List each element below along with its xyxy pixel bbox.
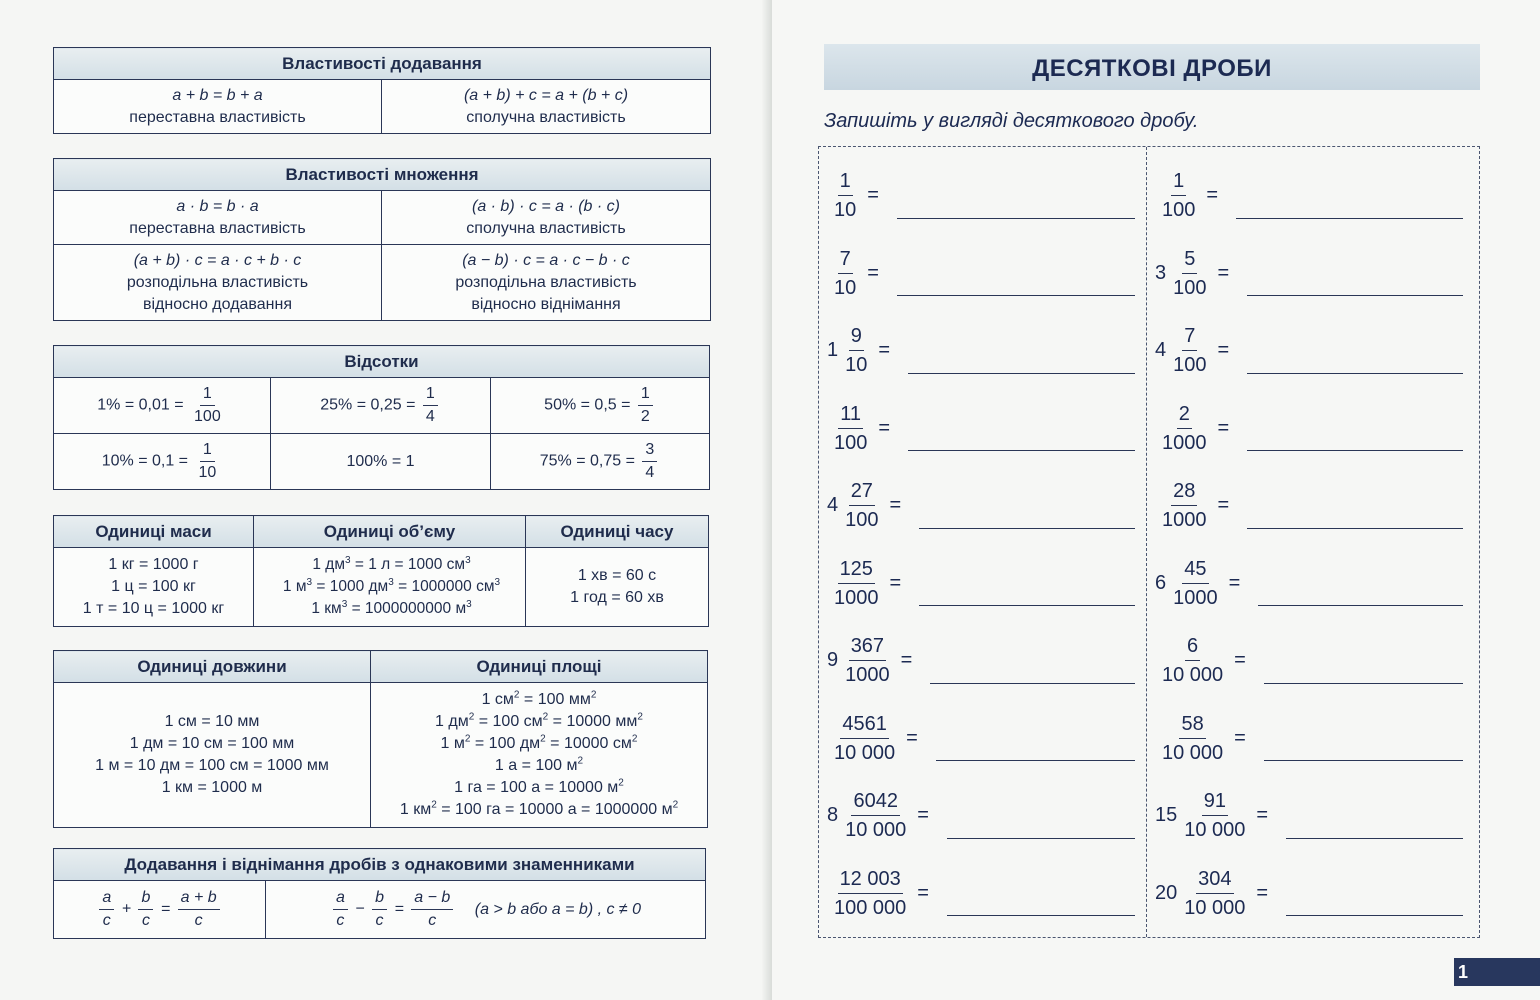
answer-line[interactable] — [947, 838, 1135, 839]
fraction-denominator: 10 — [834, 276, 857, 299]
exercise-row — [827, 622, 1147, 700]
addition-commutative-label: переставна властивість — [129, 108, 306, 126]
answer-line[interactable] — [1247, 373, 1463, 374]
fraction-numerator: 1 — [838, 167, 853, 196]
exercise-fraction — [1171, 322, 1208, 379]
cube-exponent: 3 — [341, 598, 348, 610]
fraction-denominator: 100 — [834, 431, 868, 454]
exercise-row — [827, 235, 1147, 313]
multiplication-commutative — [54, 191, 382, 245]
equals-sign: = — [878, 339, 891, 362]
volume-unit-line — [260, 598, 523, 620]
area-units — [371, 683, 708, 828]
distributive-sub-label1: розподільна властивість — [455, 273, 637, 291]
equals-sign: = — [917, 804, 929, 827]
fraction-denominator: 10 — [198, 464, 217, 481]
fraction-denominator: c — [428, 912, 437, 929]
fraction-operations-table — [53, 848, 706, 939]
cube-exponent: 3 — [388, 576, 394, 588]
exercise-fraction — [1171, 245, 1208, 302]
equals-sign: = — [1234, 726, 1246, 749]
fraction-denominator: 10 000 — [1162, 664, 1224, 687]
percent-cell-75 — [491, 434, 710, 490]
fraction-denominator: c — [102, 912, 111, 929]
whole-part: 20 — [1155, 881, 1178, 904]
fraction-numerator: 2 — [1177, 400, 1192, 429]
area-text: = 100 дм — [470, 735, 541, 752]
exercise-row — [1155, 855, 1475, 933]
mass-unit-line: 1 кг = 1000 г — [108, 556, 199, 573]
percent-fraction — [191, 383, 224, 428]
area-unit-line — [377, 711, 701, 733]
exercise-fraction — [1160, 167, 1197, 224]
square-exponent: 2 — [637, 711, 643, 723]
percents-table — [53, 345, 710, 490]
fraction-numerator: 6042 — [851, 787, 900, 816]
area-text: = 10000 мм — [548, 713, 638, 730]
cube-exponent: 3 — [345, 554, 351, 566]
answer-line[interactable] — [1236, 218, 1463, 219]
area-unit-line — [377, 733, 701, 755]
equals-sign: = — [1217, 416, 1230, 439]
percent-text: 50% = 0,5 = — [544, 396, 631, 414]
cube-exponent: 3 — [306, 576, 313, 588]
answer-line[interactable] — [897, 218, 1135, 219]
percent-text: 1% = 0,01 = — [97, 396, 184, 414]
square-exponent: 2 — [464, 733, 471, 745]
area-text: 1 км — [399, 801, 432, 818]
percent-text: 100% = 1 — [346, 452, 415, 470]
exercise-fraction — [1182, 865, 1247, 922]
area-unit-line — [377, 799, 701, 821]
square-exponent: 2 — [631, 733, 638, 745]
addition-title: Властивості додавання — [54, 48, 711, 80]
multiplication-distributive-add — [54, 245, 382, 321]
answer-line[interactable] — [908, 450, 1135, 451]
exercise-fraction — [1160, 477, 1209, 534]
cube-exponent: 3 — [494, 576, 501, 588]
fraction-numerator: 9 — [849, 322, 864, 351]
mass-title: Одиниці маси — [54, 516, 254, 548]
multiplication-commutative-formula: a · b = b · a — [176, 197, 259, 215]
percent-fraction — [638, 383, 653, 428]
cube-exponent: 3 — [465, 554, 471, 566]
percent-cell-25 — [271, 378, 491, 434]
square-exponent: 2 — [468, 711, 475, 723]
percent-text: 75% = 0,75 = — [539, 452, 635, 470]
minus-sign: − — [355, 900, 365, 918]
page-number: 1 — [1454, 958, 1540, 986]
fraction-addition-rule — [54, 881, 266, 939]
volume-text: 1 м — [282, 578, 307, 595]
equals-sign: = — [1228, 571, 1241, 594]
fraction-denominator: c — [194, 912, 203, 929]
equals-sign: = — [917, 881, 929, 904]
exercise-fraction — [832, 245, 858, 302]
exercise-instruction: Запишіть у вигляді десяткового дробу. — [824, 110, 1199, 132]
fraction-difference — [411, 887, 453, 932]
exercise-row — [827, 777, 1147, 855]
multiplication-commutative-label: переставна властивість — [129, 219, 306, 237]
addition-associative-label: сполучна властивість — [466, 108, 626, 126]
percent-cell-1 — [54, 378, 271, 434]
percent-cell-10 — [54, 434, 271, 490]
exercise-row — [827, 157, 1147, 235]
area-title: Одиниці площі — [371, 651, 708, 683]
multiplication-title: Властивості множення — [54, 159, 711, 191]
exercise-row — [1155, 235, 1475, 313]
whole-part: 4 — [1155, 339, 1167, 362]
exercise-row — [827, 855, 1147, 933]
square-exponent: 2 — [540, 733, 546, 745]
fraction-condition: (a > b або a = b) , c ≠ 0 — [474, 900, 642, 918]
percent-text: 25% = 0,25 = — [320, 396, 416, 414]
right-page — [772, 0, 1540, 1000]
exercise-fraction — [832, 710, 897, 767]
fraction-denominator: 1000 — [845, 664, 890, 687]
exercise-column-left — [827, 157, 1147, 932]
volume-unit-line — [260, 576, 523, 598]
whole-part: 4 — [827, 494, 839, 517]
equals-sign: = — [1256, 881, 1269, 904]
length-unit-line: 1 км = 1000 м — [161, 779, 263, 796]
fraction-denominator: 100 000 — [834, 896, 907, 919]
exercise-row — [827, 312, 1147, 390]
length-unit-line: 1 см = 10 мм — [164, 713, 260, 730]
equals-sign: = — [889, 494, 902, 517]
units-length-area-table — [53, 650, 708, 828]
square-exponent: 2 — [513, 689, 520, 701]
fraction-numerator: a — [99, 887, 114, 910]
fraction-denominator: 2 — [640, 408, 650, 425]
area-unit-line — [377, 689, 701, 711]
equals-sign: = — [160, 900, 171, 918]
area-text: = 100 га = 10000 а = 1000000 м — [436, 801, 673, 818]
square-exponent: 2 — [577, 755, 584, 767]
percent-text: 10% = 0,1 = — [101, 452, 189, 470]
fraction-denominator: c — [141, 912, 150, 929]
fraction-denominator: 10 000 — [845, 819, 907, 842]
fraction-numerator: 304 — [1196, 865, 1233, 894]
whole-part: 6 — [1155, 571, 1167, 594]
distributive-add-label1: розподільна властивість — [126, 273, 309, 291]
answer-line[interactable] — [930, 683, 1135, 684]
exercise-fraction — [832, 167, 858, 224]
equals-sign: = — [1217, 494, 1230, 517]
length-title: Одиниці довжини — [54, 651, 371, 683]
multiplication-distributive-sub — [382, 245, 711, 321]
fraction-numerator: 1 — [200, 439, 215, 462]
equals-sign: = — [1217, 339, 1230, 362]
fraction-a-over-c — [99, 887, 114, 932]
exercise-fraction — [1160, 400, 1209, 457]
equals-sign: = — [1256, 804, 1269, 827]
answer-line[interactable] — [1258, 605, 1463, 606]
answer-line[interactable] — [1286, 838, 1463, 839]
mass-units — [54, 548, 254, 627]
exercise-row — [827, 467, 1147, 545]
distributive-add-formula: (a + b) · c = a · c + b · c — [133, 251, 302, 269]
volume-text: = 1000000 см — [393, 578, 495, 595]
exercise-row — [827, 545, 1147, 623]
fraction-numerator: 1 — [423, 383, 438, 406]
fraction-numerator: 91 — [1202, 787, 1228, 816]
exercise-row — [1155, 777, 1475, 855]
answer-line[interactable] — [1286, 915, 1463, 916]
fraction-denominator: 100 — [194, 408, 221, 425]
mass-unit-line: 1 т = 10 ц = 1000 кг — [82, 600, 225, 617]
volume-text: 1 дм — [312, 556, 345, 573]
plus-sign: + — [121, 900, 132, 918]
equals-sign: = — [906, 726, 918, 749]
equals-sign: = — [867, 261, 879, 284]
mass-unit-line: 1 ц = 100 кг — [111, 578, 196, 595]
time-title: Одиниці часу — [526, 516, 709, 548]
fraction-numerator: 45 — [1182, 555, 1208, 584]
answer-line[interactable] — [897, 295, 1135, 296]
fraction-denominator: 1000 — [834, 586, 879, 609]
exercise-row — [1155, 312, 1475, 390]
exercise-fraction — [1160, 632, 1225, 689]
fraction-denominator: 100 — [1173, 276, 1207, 299]
answer-line[interactable] — [919, 605, 1135, 606]
answer-line[interactable] — [1247, 450, 1463, 451]
distributive-sub-label2: відносно віднімання — [471, 295, 621, 313]
percent-fraction — [195, 439, 219, 484]
area-text: 1 га = 100 а = 10000 м — [454, 779, 619, 796]
fraction-numerator: 3 — [642, 439, 657, 462]
fraction-numerator: 58 — [1179, 710, 1205, 739]
fraction-numerator: 6 — [1185, 632, 1200, 661]
fraction-denominator: 10 000 — [1184, 819, 1246, 842]
time-unit-line: 1 хв = 60 с — [577, 567, 657, 584]
fraction-denominator: 4 — [645, 464, 655, 481]
fraction-numerator: a + b — [178, 887, 220, 910]
fractions-title: Додавання і віднімання дробів з однаковими знаменниками — [54, 849, 706, 881]
volume-title: Одиниці об’єму — [254, 516, 526, 548]
exercise-fraction — [843, 632, 892, 689]
exercise-row — [827, 390, 1147, 468]
fraction-denominator: 4 — [425, 408, 435, 425]
fraction-numerator: b — [372, 887, 387, 910]
volume-text: = 1000000000 м — [347, 600, 467, 617]
addition-properties-table — [53, 47, 711, 134]
exercise-row — [1155, 622, 1475, 700]
fraction-denominator: 1000 — [1162, 509, 1207, 532]
page-title: ДЕСЯТКОВІ ДРОБИ — [824, 44, 1480, 90]
fraction-numerator: 1 — [200, 383, 215, 406]
area-text: 1 дм — [435, 713, 469, 730]
fraction-denominator: 10 000 — [1184, 896, 1246, 919]
exercise-row — [1155, 467, 1475, 545]
area-text: = 100 мм — [519, 691, 591, 708]
volume-units — [254, 548, 526, 627]
length-unit-line: 1 м = 10 дм = 100 см = 1000 мм — [95, 757, 329, 774]
equals-sign: = — [1217, 261, 1230, 284]
multiplication-associative-formula: (a · b) · c = a · (b · c) — [471, 197, 620, 215]
equals-sign: = — [867, 184, 879, 207]
fraction-numerator: 27 — [849, 477, 875, 506]
volume-text: = 1000 дм — [312, 578, 389, 595]
area-text: = 100 см — [474, 713, 543, 730]
exercise-row — [827, 700, 1147, 778]
answer-line[interactable] — [1247, 528, 1463, 529]
exercise-fraction — [1182, 787, 1247, 844]
square-exponent: 2 — [618, 777, 624, 789]
time-unit-line: 1 год = 60 хв — [570, 589, 664, 606]
fraction-denominator: 100 — [1162, 199, 1196, 222]
exercise-fraction — [832, 555, 881, 612]
volume-unit-line — [260, 554, 523, 576]
fraction-subtraction-rule — [266, 881, 706, 939]
fraction-denominator: c — [375, 912, 384, 929]
distributive-sub-formula: (a − b) · c = a · c − b · c — [462, 251, 630, 269]
percent-fraction — [642, 439, 657, 484]
fraction-denominator: 1000 — [1173, 586, 1218, 609]
fraction-numerator: 1 — [638, 383, 653, 406]
exercise-row — [1155, 545, 1475, 623]
whole-part: 3 — [1155, 261, 1167, 284]
percent-fraction — [423, 383, 438, 428]
fraction-denominator: 1000 — [1162, 431, 1207, 454]
area-text: = 10000 см — [545, 735, 632, 752]
area-text: 1 м — [440, 735, 465, 752]
exercise-fraction — [843, 787, 908, 844]
volume-text: = 1 л = 1000 см — [350, 556, 466, 573]
fraction-numerator: 7 — [838, 245, 853, 274]
equals-sign: = — [889, 571, 902, 594]
area-unit-line — [377, 777, 701, 799]
length-units — [54, 683, 371, 828]
exercise-row — [1155, 700, 1475, 778]
fraction-numerator: 28 — [1171, 477, 1197, 506]
fraction-numerator: b — [138, 887, 153, 910]
fraction-numerator: 367 — [849, 632, 886, 661]
multiplication-properties-table — [53, 158, 711, 321]
equals-sign: = — [394, 900, 404, 918]
equals-sign: = — [1234, 649, 1246, 672]
fraction-numerator: 11 — [838, 400, 863, 429]
length-unit-line: 1 дм = 10 см = 100 мм — [129, 735, 295, 752]
addition-associative-formula: (a + b) + c = a + (b + c) — [463, 86, 629, 104]
fraction-numerator: 7 — [1182, 322, 1197, 351]
fraction-denominator: 10 000 — [1162, 741, 1224, 764]
fraction-numerator: a − b — [411, 887, 453, 910]
square-exponent: 2 — [431, 799, 437, 811]
fraction-numerator: 5 — [1182, 245, 1197, 274]
answer-line[interactable] — [936, 760, 1135, 761]
equals-sign: = — [1206, 184, 1219, 207]
exercise-fraction — [843, 477, 880, 534]
fraction-sum — [178, 887, 220, 932]
multiplication-associative — [382, 191, 711, 245]
fraction-denominator: 10 — [834, 199, 857, 222]
square-exponent: 2 — [542, 711, 549, 723]
units-mass-volume-time-table — [53, 515, 709, 627]
multiplication-associative-label: сполучна властивість — [466, 219, 626, 237]
whole-part: 9 — [827, 649, 839, 672]
addition-commutative — [54, 80, 382, 134]
addition-associative — [382, 80, 711, 134]
percents-title: Відсотки — [54, 346, 710, 378]
distributive-add-label2: відносно додавання — [143, 295, 292, 313]
answer-line[interactable] — [1247, 295, 1463, 296]
exercise-fraction — [832, 865, 908, 922]
answer-line[interactable] — [1264, 683, 1463, 684]
fraction-numerator: a — [333, 887, 348, 910]
answer-line[interactable] — [947, 915, 1135, 916]
percent-cell-100 — [271, 434, 491, 490]
answer-line[interactable] — [1264, 760, 1463, 761]
cube-exponent: 3 — [466, 598, 472, 610]
exercise-fraction — [843, 322, 869, 379]
area-text: 1 а = 100 м — [494, 757, 578, 774]
equals-sign: = — [878, 416, 891, 439]
fraction-numerator: 1 — [1171, 167, 1186, 196]
area-text: 1 см — [481, 691, 514, 708]
exercise-row — [1155, 390, 1475, 468]
exercise-column-right — [1155, 157, 1475, 932]
square-exponent: 2 — [590, 689, 597, 701]
fraction-b-over-c — [138, 887, 153, 932]
fraction-denominator: 10 000 — [834, 741, 896, 764]
answer-line[interactable] — [908, 373, 1135, 374]
fraction-numerator: 12 003 — [838, 865, 903, 894]
fraction-b-over-c — [372, 887, 387, 932]
fraction-denominator: c — [336, 912, 345, 929]
time-units — [526, 548, 709, 627]
answer-line[interactable] — [919, 528, 1135, 529]
exercise-box — [818, 146, 1480, 938]
volume-text: 1 км — [311, 600, 342, 617]
fraction-numerator: 125 — [838, 555, 875, 584]
exercise-fraction — [832, 400, 869, 457]
exercise-row — [1155, 157, 1475, 235]
fraction-denominator: 10 — [845, 354, 868, 377]
fraction-denominator: 100 — [845, 509, 879, 532]
fraction-numerator: 4561 — [840, 710, 889, 739]
square-exponent: 2 — [672, 799, 679, 811]
whole-part: 15 — [1155, 804, 1178, 827]
fraction-denominator: 100 — [1173, 354, 1207, 377]
percent-cell-50 — [491, 378, 710, 434]
whole-part: 1 — [827, 339, 839, 362]
equals-sign: = — [900, 649, 913, 672]
whole-part: 8 — [827, 804, 839, 827]
exercise-fraction — [1171, 555, 1220, 612]
addition-commutative-formula: a + b = b + a — [172, 86, 263, 104]
fraction-a-over-c — [333, 887, 348, 932]
exercise-fraction — [1160, 710, 1225, 767]
area-unit-line — [377, 755, 701, 777]
